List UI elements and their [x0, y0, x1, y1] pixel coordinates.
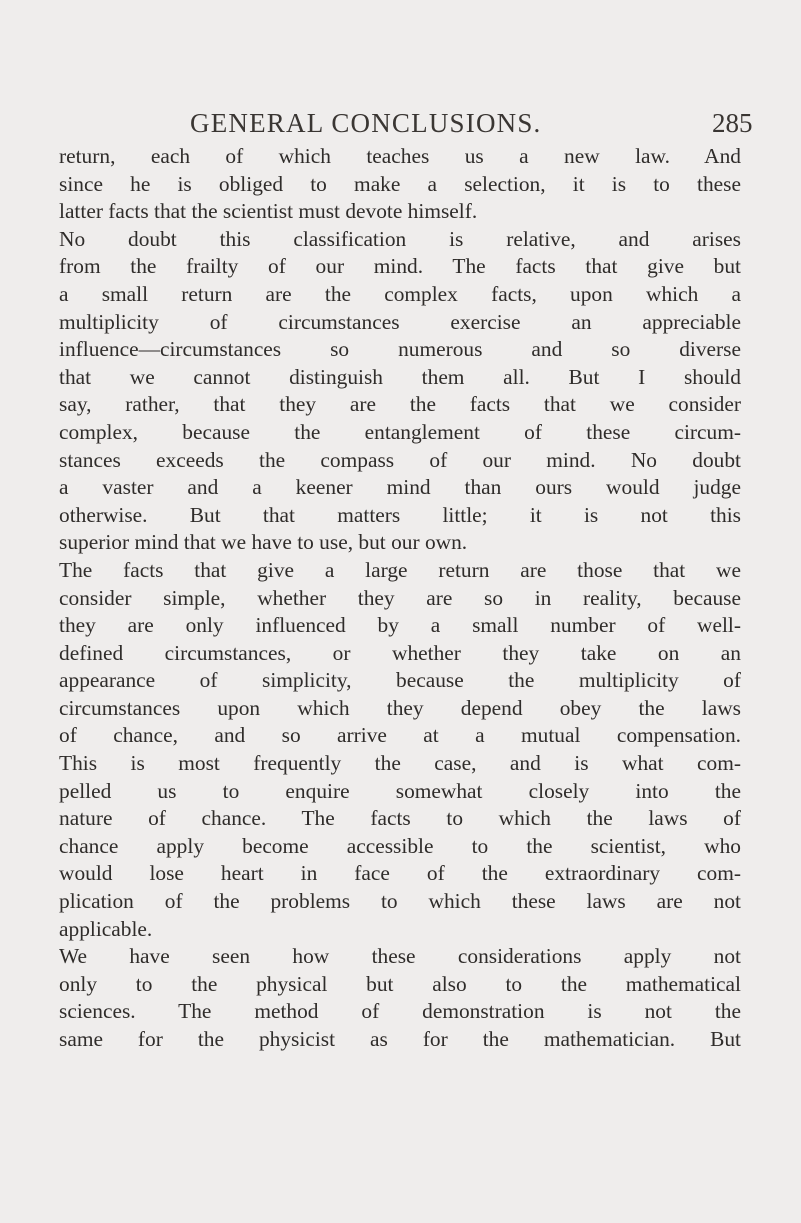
- text-line: same for the physicist as for the mathematician. But: [59, 1027, 741, 1051]
- text-line: nature of chance. The facts to which the laws of: [59, 806, 741, 831]
- text-line: pelled us to enquire somewhat closely into the: [59, 778, 741, 803]
- text-line: superior mind that we have to use, but our own.: [59, 530, 468, 555]
- text-line: return, each of which teaches us a new law. And: [59, 144, 741, 168]
- text-line: circumstances upon which they depend obey the laws: [59, 695, 741, 720]
- text-line: This is most frequently the case, and is what com-: [59, 751, 741, 776]
- running-head-title: GENERAL CONCLUSIONS.: [190, 108, 542, 138]
- text-line: multiplicity of circumstances exercise an appreciable: [59, 309, 741, 334]
- page-number: 285: [712, 108, 753, 138]
- text-line: complex, because the entanglement of these circum-: [59, 419, 741, 444]
- text-line: of chance, and so arrive at a mutual compensation.: [59, 723, 741, 748]
- text-line: We have seen how these considerations apply not: [59, 944, 741, 969]
- text-line: latter facts that the scientist must devote himself.: [59, 199, 478, 224]
- text-line: they are only influenced by a small number of well-: [59, 613, 741, 638]
- text-line: a small return are the complex facts, upon which a: [59, 281, 741, 306]
- text-line: plication of the problems to which these laws are not: [59, 889, 741, 914]
- text-line: chance apply become accessible to the scientist, who: [59, 833, 741, 858]
- text-line: appearance of simplicity, because the multiplicity of: [59, 668, 741, 693]
- text-line: The facts that give a large return are those that we: [59, 557, 741, 582]
- text-line: applicable.: [59, 916, 153, 941]
- body-text: [59, 143, 741, 1054]
- text-line: otherwise. But that matters little; it is not this: [59, 502, 741, 527]
- text-line: consider simple, whether they are so in reality, because: [59, 585, 741, 610]
- text-line: that we cannot distinguish them all. But I should: [59, 364, 741, 389]
- text-line: sciences. The method of demonstration is not the: [59, 999, 741, 1024]
- text-line: defined circumstances, or whether they take on an: [59, 640, 741, 665]
- text-line: No doubt this classification is relative, and arises: [59, 226, 741, 251]
- text-line: say, rather, that they are the facts that we consider: [59, 392, 741, 417]
- text-line: only to the physical but also to the mathematical: [59, 971, 741, 996]
- text-line: since he is obliged to make a selection, it is to these: [59, 171, 741, 196]
- text-line: stances exceeds the compass of our mind. No doubt: [59, 447, 741, 472]
- text-line: influence—circumstances so numerous and so diverse: [59, 337, 741, 362]
- text-line: from the frailty of our mind. The facts that give but: [59, 254, 741, 279]
- text-line: would lose heart in face of the extraordinary com-: [59, 861, 741, 886]
- text-line: a vaster and a keener mind than ours would judge: [59, 475, 741, 500]
